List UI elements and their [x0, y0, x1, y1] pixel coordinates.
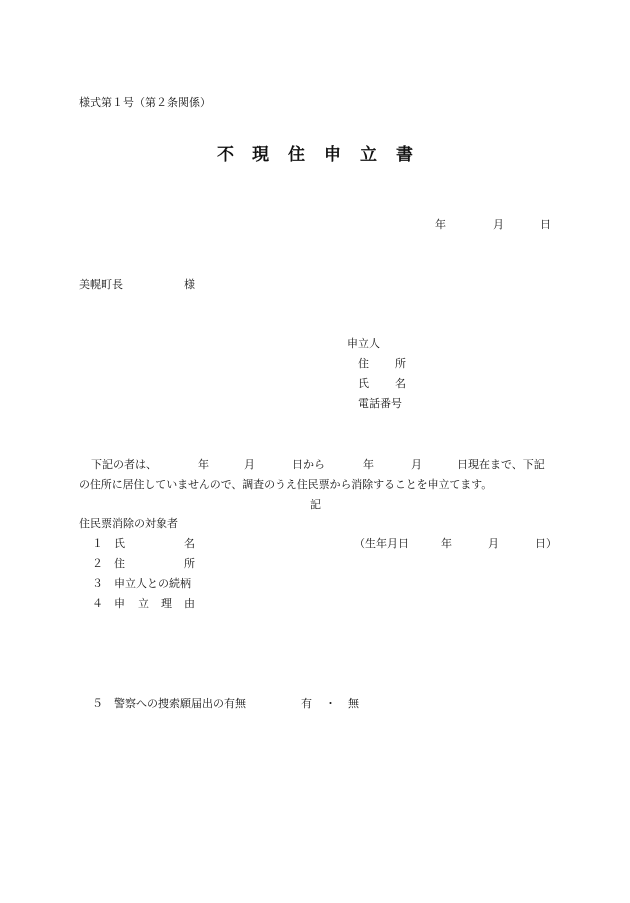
applicant-address-label: 所	[395, 357, 406, 370]
item-label-char: 名	[184, 537, 195, 550]
title-char: 不	[217, 145, 234, 165]
police-option-yes: 有	[301, 697, 312, 710]
item-label-char: 由	[184, 597, 195, 610]
item-label-char: 理	[161, 597, 172, 610]
item-label-char: 立	[138, 597, 149, 610]
birth-open: （生年月日	[354, 537, 409, 550]
body-until: 日現在まで、下記	[457, 458, 545, 471]
title-char: 現	[252, 145, 269, 165]
applicant-name-label: 氏	[358, 377, 369, 390]
addressee-name: 美幌町長	[79, 278, 123, 291]
form-number: 様式第１号（第２条関係）	[79, 96, 211, 109]
body-line1-start: 下記の者は、	[91, 458, 157, 471]
item-label-char: 申	[114, 597, 125, 610]
item-label: 申立人との続柄	[114, 577, 191, 590]
body-month1: 月	[244, 458, 255, 471]
birth-month: 月	[488, 537, 499, 550]
title-char: 書	[396, 145, 413, 165]
title-char: 立	[360, 145, 377, 165]
date-month-label: 月	[493, 218, 504, 231]
item-label: 警察への捜索願届出の有無	[114, 697, 246, 710]
applicant-heading: 申立人	[347, 337, 380, 350]
title-char: 申	[324, 145, 341, 165]
item-number: １	[92, 537, 103, 550]
applicant-name-label: 名	[395, 377, 406, 390]
item-label-char: 所	[184, 557, 195, 570]
item-number: ３	[92, 577, 103, 590]
body-year2: 年	[363, 458, 374, 471]
subject-heading: 住民票消除の対象者	[79, 517, 178, 530]
police-option-no: 無	[348, 697, 359, 710]
item-number: ５	[92, 697, 103, 710]
title-char: 住	[288, 145, 305, 165]
date-day-label: 日	[540, 218, 551, 231]
body-month2: 月	[411, 458, 422, 471]
birth-day-close: 日）	[535, 537, 557, 550]
item-label-char: 住	[114, 557, 125, 570]
item-number: ２	[92, 557, 103, 570]
police-option-separator: ・	[325, 697, 336, 710]
applicant-phone-label: 電話番号	[358, 397, 402, 410]
item-number: ４	[92, 597, 103, 610]
addressee-honorific: 様	[184, 278, 195, 291]
birth-year: 年	[441, 537, 452, 550]
body-year1: 年	[198, 458, 209, 471]
body-line2: の住所に居住していませんので、調査のうえ住民票から消除することを申立てます。	[79, 478, 493, 491]
applicant-address-label: 住	[358, 357, 369, 370]
item-label-char: 氏	[114, 537, 125, 550]
body-from: 日から	[292, 458, 325, 471]
ki-mark: 記	[310, 498, 321, 511]
date-year-label: 年	[435, 218, 446, 231]
